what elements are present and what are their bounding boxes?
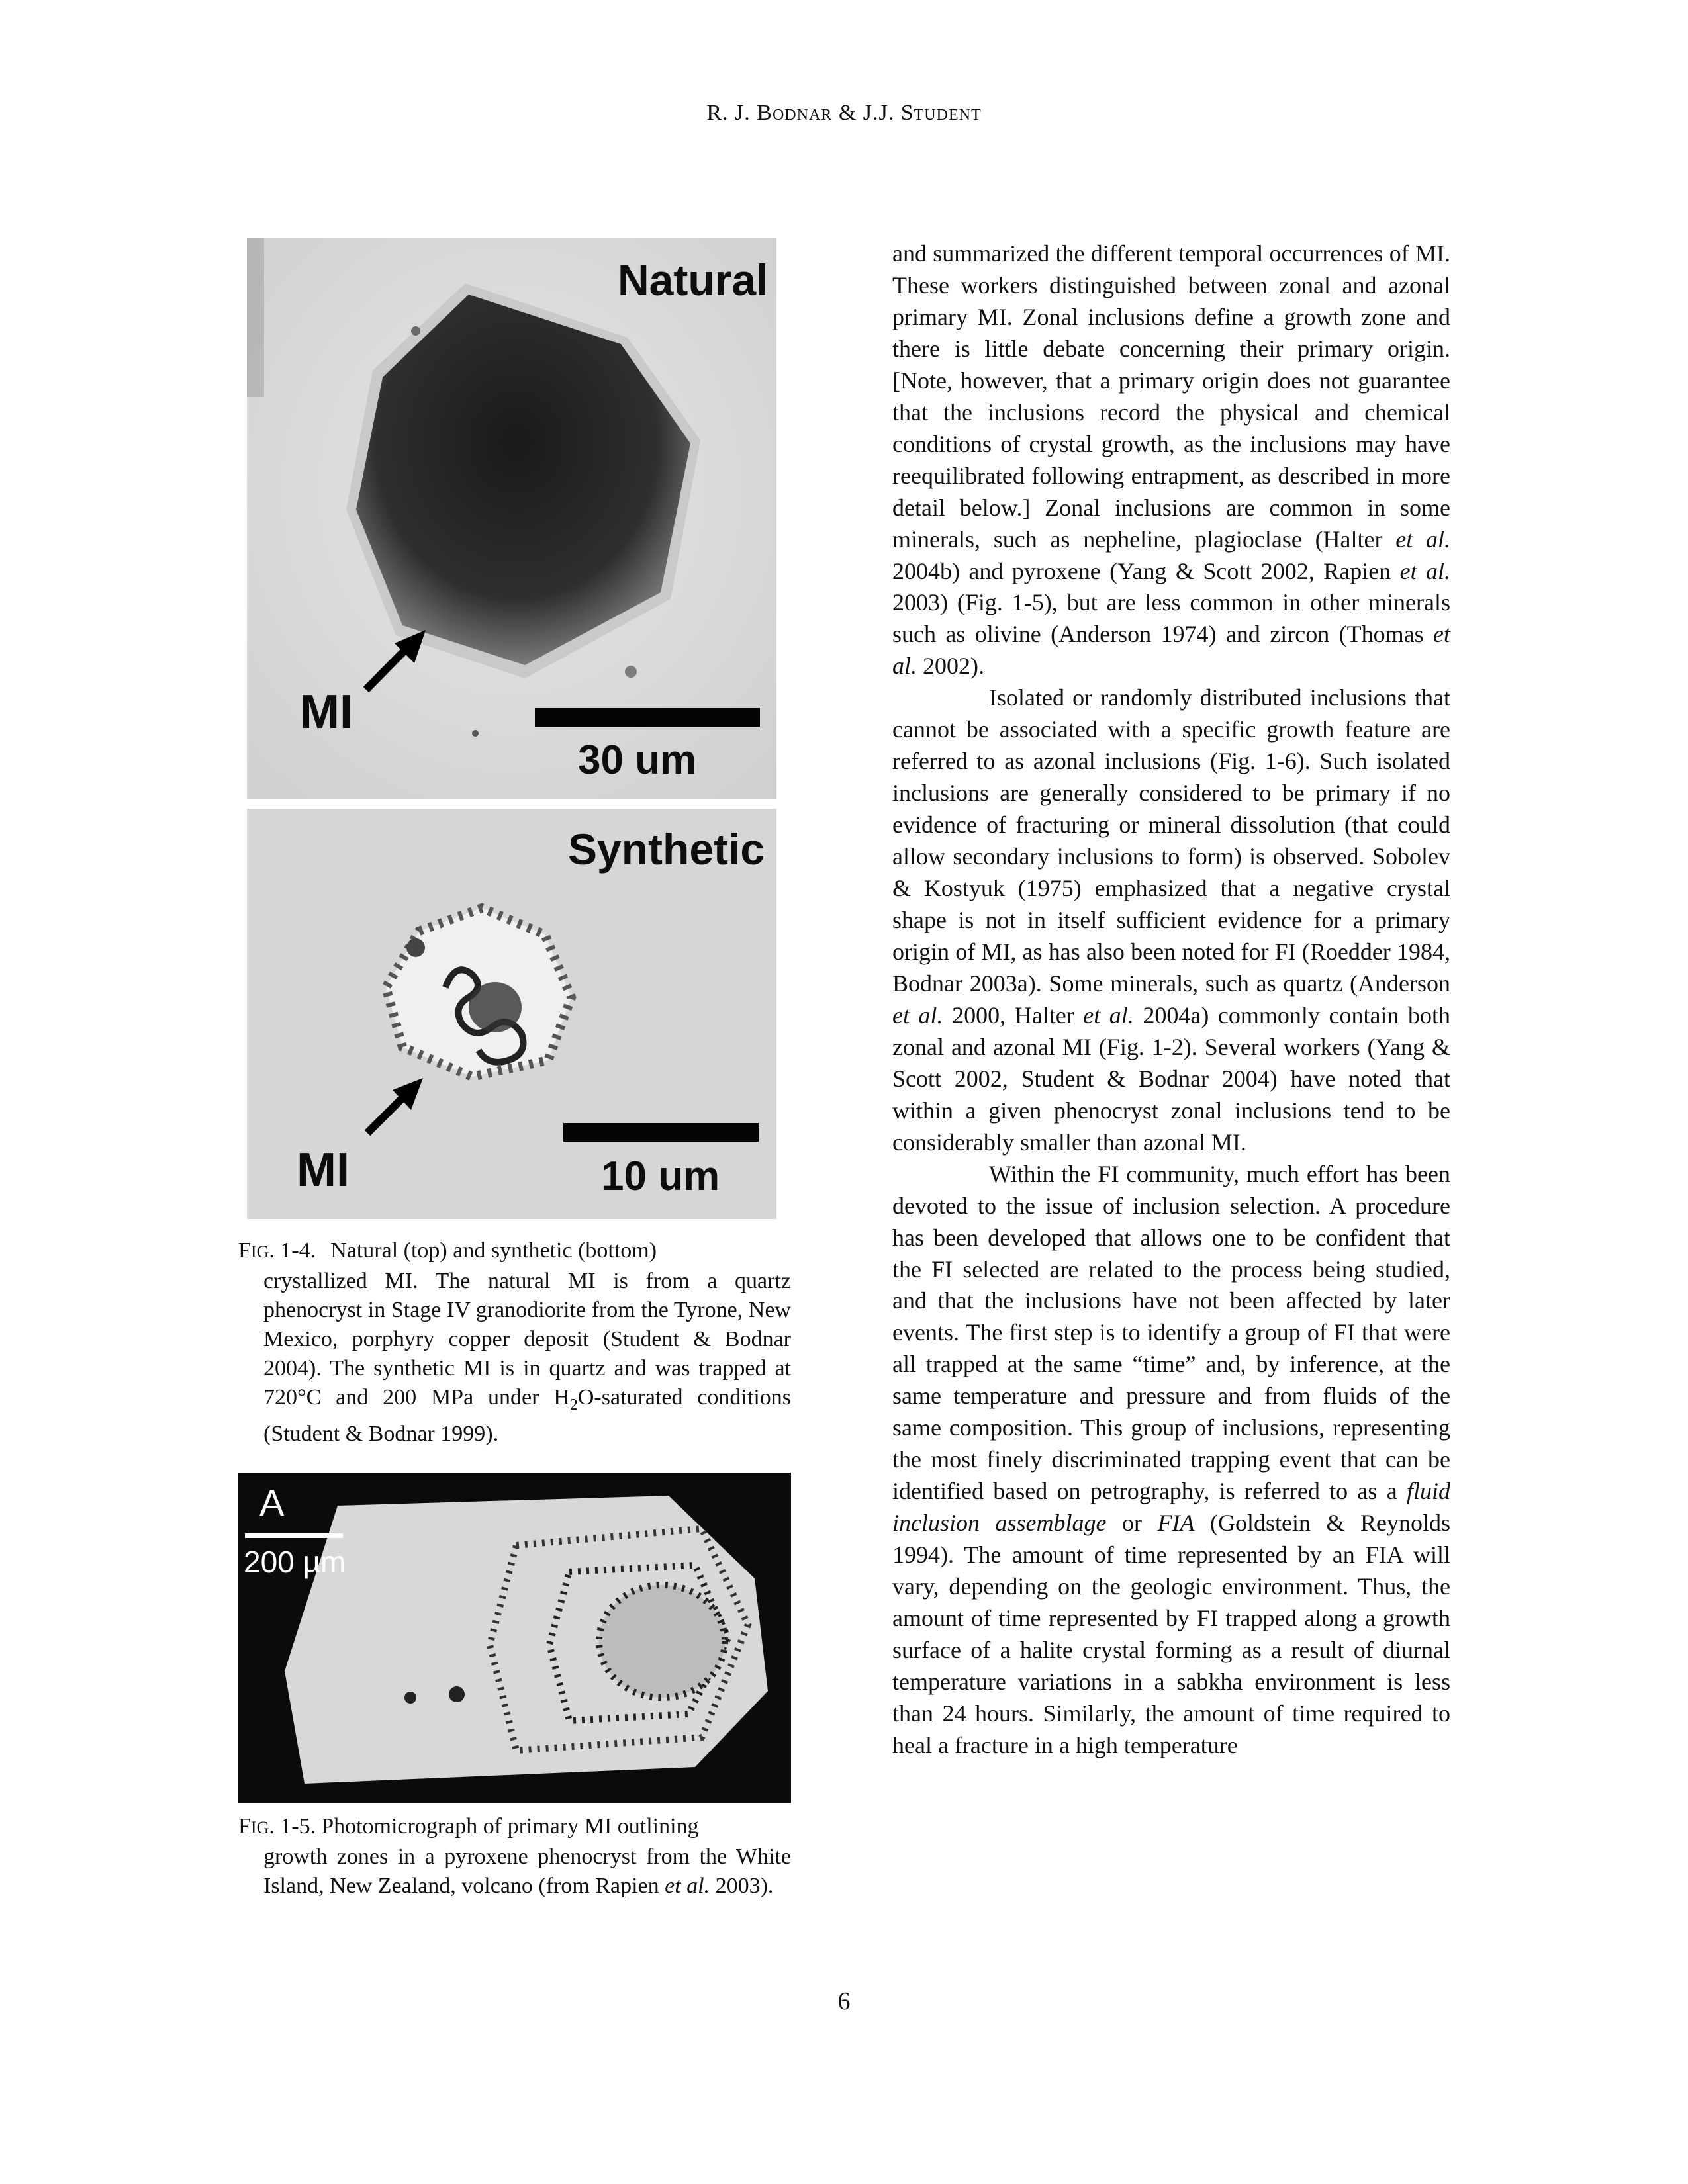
- figure-natural-label: Natural: [618, 255, 769, 304]
- page-number: 6: [837, 1987, 851, 2015]
- figure-synthetic-label: Synthetic: [568, 825, 765, 874]
- mi-arrow-icon: [356, 629, 429, 695]
- scale-bar-10um: [563, 1123, 759, 1142]
- paragraph-azonal-inclusions: Isolated or randomly distributed inclusions that cannot be associated with a specific growth feature are referred to as azonal inclusions (Fig. 1-6). Such isolated inclusions are generally considered to be primary if no evidence of fracturing or mineral dissolution (that could allow secondary inclusions to form) is observed. Sobolev & Kostyuk (1975) emphasized that a negative crystal shape is not in itself sufficient evidence for a primary origin of MI, as has also been noted for FI (Roedder 1984, Bodnar 2003a). Some minerals, such as quartz (Anderson et al. 2000, Halter et al. 2004a) commonly contain both zonal and azonal MI (Fig. 1-2). Several workers (Yang & Scott 2002, Student & Bodnar 2004) have noted that within a given phenocryst zonal inclusions tend to be considerably smaller than azonal MI.: [892, 684, 1451, 1156]
- scale-label-200um: 200 µm: [244, 1545, 346, 1579]
- caption-figure-1-4: FIG. 1-4. Natural (top) and synthetic (bottom) crystallized MI. The natural MI is from a quartz phenocryst in Stage IV granodiorite from the Tyrone, New Mexico, porphyry copper deposit (Student & Bodnar 2004). The synthetic MI is in quartz and was trapped at 720°C and 200 MPa under $H_2O$-saturated conditions (Student & Bodnar 1999).: [238, 1238, 791, 1446]
- figure-1-5-pyroxene-photo: [238, 1473, 791, 1803]
- scale-label-10um: 10 um: [601, 1154, 720, 1199]
- scale-label-30um: 30 um: [578, 737, 697, 783]
- mi-label-synthetic: MI: [297, 1144, 350, 1197]
- panel-label-a: A: [259, 1482, 285, 1524]
- body-text-column: [892, 238, 1450, 1762]
- mi-arrow-icon: [359, 1077, 426, 1138]
- mi-label-natural: MI: [300, 686, 353, 739]
- scale-bar-200um: [245, 1533, 343, 1538]
- figure-1-4-synthetic-photo: [247, 809, 776, 1219]
- paragraph-temporal-occurrences: and summarized the different temporal occurrences of MI. These workers distinguished between zonal and azonal primary MI. Zonal inclusions define a growth zone and there is little debate concerning their primary origin. [Note, however, that a primary origin does not guarantee that the inclusions record the physical and chemical conditions of crystal growth, as the inclusions may have reequilibrated following entrapment, as described in more detail below.] Zonal inclusions are common in some minerals, such as nepheline, plagioclase (Halter et al. 2004b) and pyroxene (Yang & Scott 2002, Rapien et al. 2003) (Fig. 1-5), but are less common in other minerals such as olivine (Anderson 1974) and zircon (Thomas et al. 2002).: [892, 240, 1451, 680]
- figure-1-4-natural-photo: [247, 238, 776, 799]
- scale-bar-30um: [535, 708, 760, 727]
- paragraph-inclusion-selection: Within the FI community, much effort has been devoted to the issue of inclusion selection. A procedure has been developed that allows one to be confident that the FI selected are related to the process being studied, and that the inclusions have not been affected by later events. The first step is to identify a group of FI that were all trapped at the same “time” and, by inference, at the same temperature and pressure and from fluids of the same composition. This group of inclusions, representing the most finely discriminated trapping event that can be identified based on petrography, is referred to as a fluid inclusion assemblage or FIA (Goldstein & Reynolds 1994). The amount of time represented by an FIA will vary, depending on the geologic environment. Thus, the amount of time represented by FI trapped along a growth surface of a halite crystal forming as a result of diurnal temperature variations in a sabkha environment is less than 24 hours. Similarly, the amount of time required to heal a fracture in a high temperature: [892, 1160, 1450, 1758]
- running-header: R. J. Bodnar & J.J. Student: [706, 101, 982, 125]
- caption-figure-1-5: FIG. 1-5. Photomicrograph of primary MI outlining growth zones in a pyroxene phenocryst from the White Island, New Zealand, volcano (from Rapien et al. 2003).: [238, 1814, 791, 1898]
